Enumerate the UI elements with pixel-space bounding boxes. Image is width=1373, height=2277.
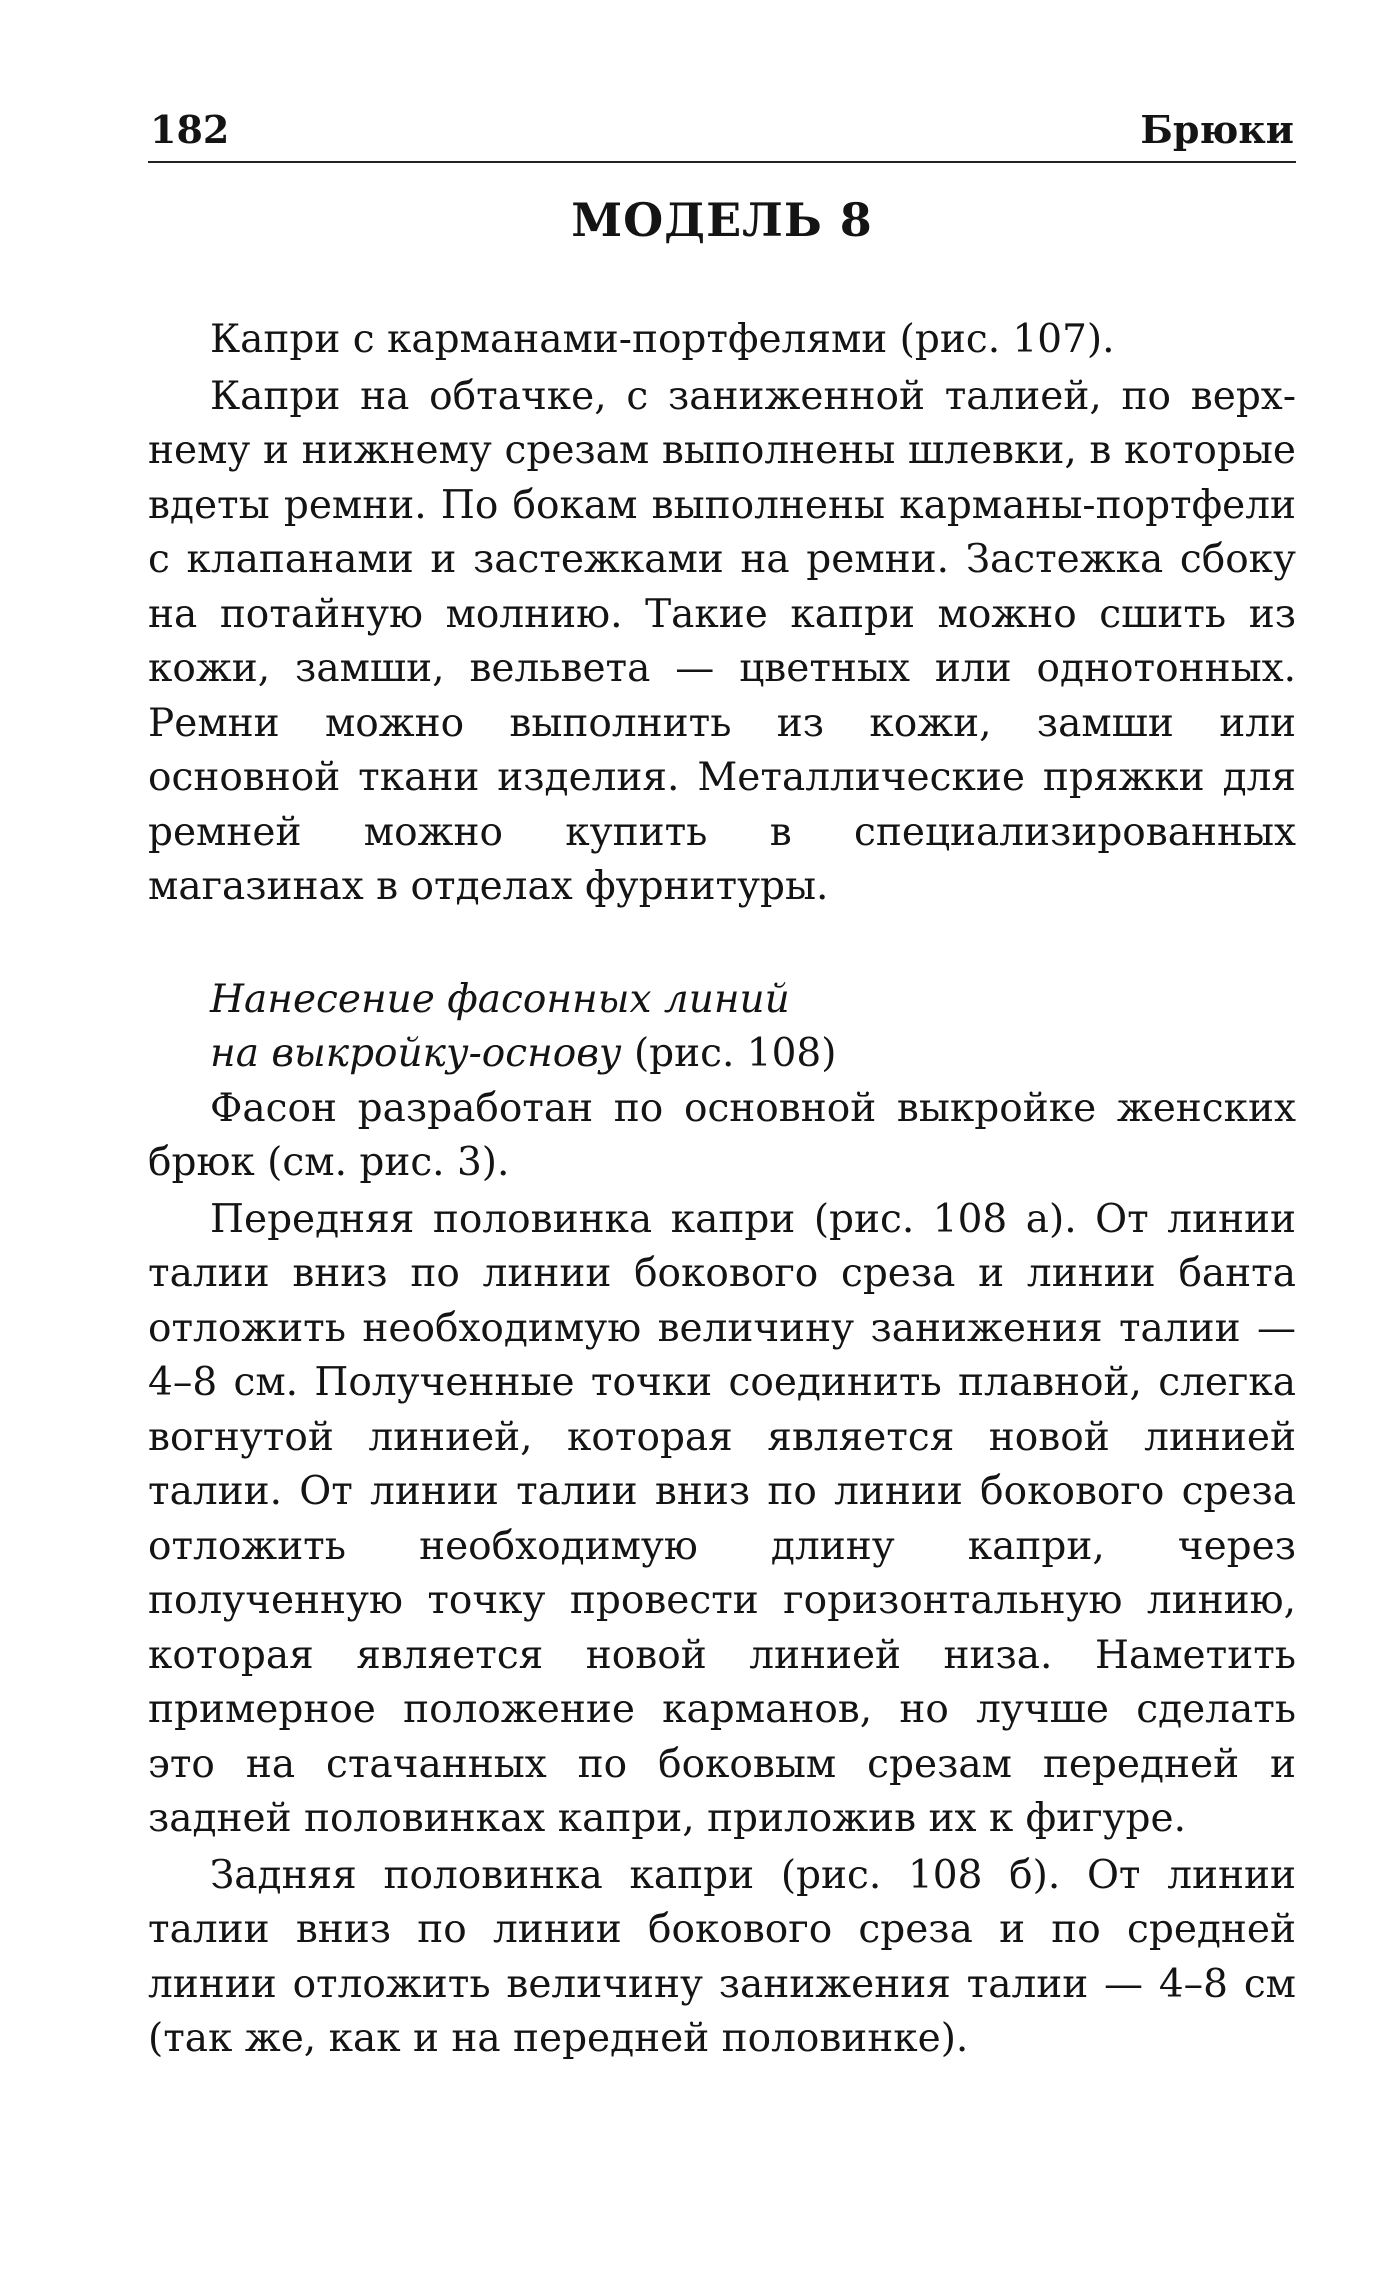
body-paragraph-3: Задняя половинка капри (рис. 108 б). От линии талии вниз по линии бокового среза и по средней линии отложить величину занижения талии — 4–8 см (так же, как и на передней половинке). [148,1852,1296,2061]
intro-paragraph: Капри с карманами-портфелями (рис. 107). [210,317,1115,362]
body-paragraph-2: Передняя половинка капри (рис. 108 а). От линии талии вниз по линии бокового среза и линии банта отложить необходимую величину занижения талии — 4–8 см. Полученные точки соединить плавной, слегка вогнутой линией, которая является новой линией талии. От линии талии вниз по линии бокового среза отложить необходимую длину капри, через полученную точку провести горизонтальную линию, которая является новой линией низа. Наметить примерное положение карманов, но лучше сделать это на стачанных по боковым срезам передней и задней половинках капри, приложив их к фигуре. [148,1196,1296,1841]
body-paragraph-1: Фасон разработан по основной выкройке женских брюк (см. рис. 3). [148,1085,1296,1185]
subheading [148,973,1296,1082]
description-paragraph: Капри на обтачке, с заниженной талией, по верхнему и нижнему срезам выполнены шлевки, в которые вдеты ремни. По бокам выполнены карманы-портфели с клапанами и застежками на ремни. Застежка сбоку на потайную молнию. Такие капри можно сшить из кожи, замши, вельвета — цветных или однотонных. Ремни можно выполнить из кожи, замши или основной ткани изделия. Металлические пряжки для ремней можно купить в специализированных магазинах в отделах фурнитуры. [148,373,1296,909]
subheading-line-1: Нанесение фасонных линий [210,976,790,1022]
model-title: МОДЕЛЬ 8 [571,193,873,247]
page-number: 182 [150,107,230,152]
running-header [148,95,1296,163]
section-name: Брюки [1140,107,1294,152]
subheading-line-2-ref: (рис. 108) [621,1031,837,1076]
book-page [148,95,1296,2067]
subheading-line-2-italic: на выкройку-основу [210,1031,622,1076]
